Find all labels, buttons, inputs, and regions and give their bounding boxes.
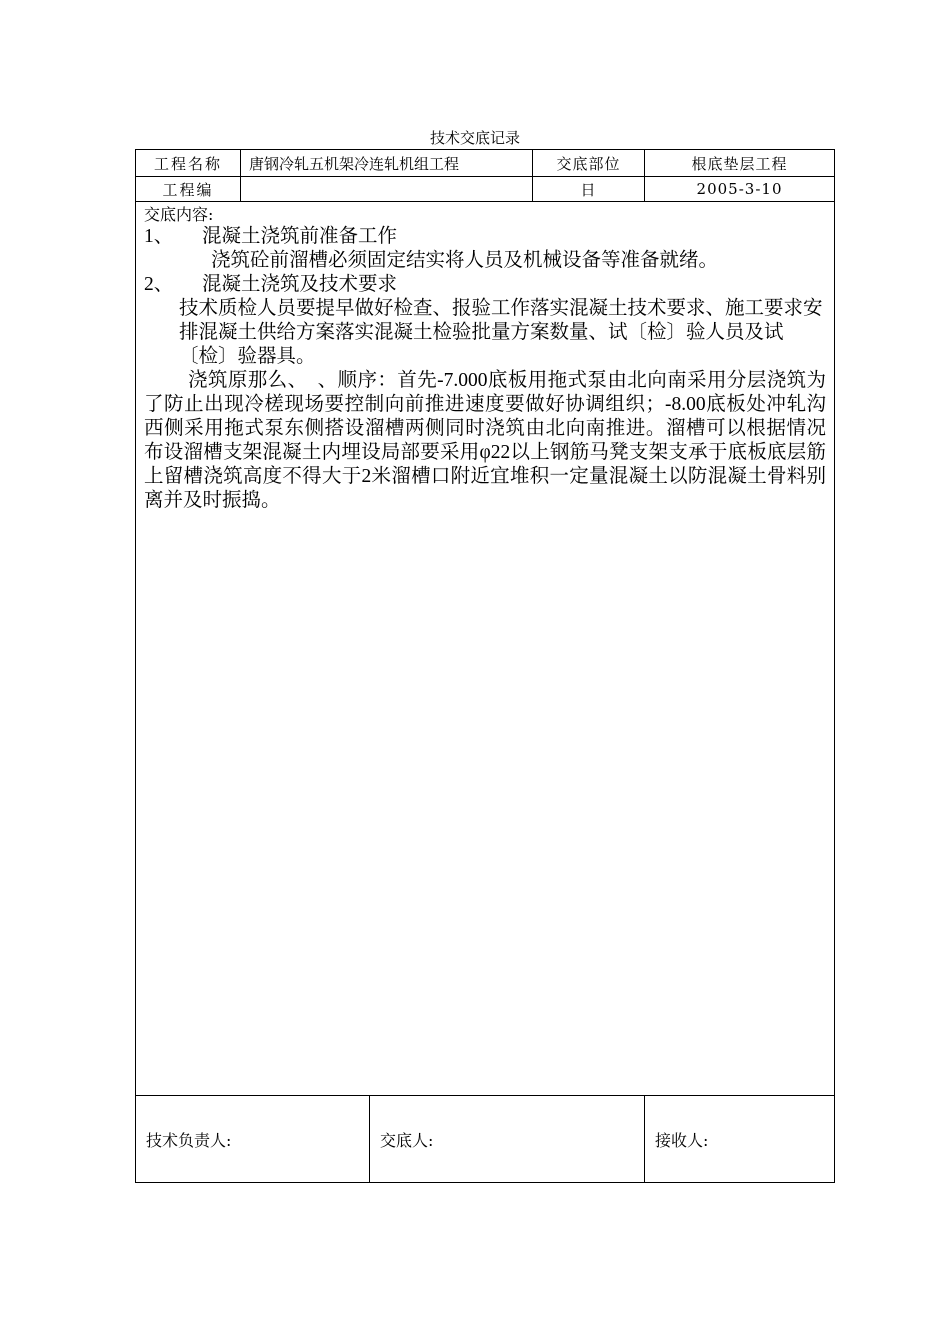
signature-row (136, 1096, 835, 1183)
content-row (136, 202, 835, 1096)
content-label: 交底内容: (144, 205, 214, 224)
location-label: 交底部位 (533, 150, 645, 177)
section-2-paragraph: 浇筑原那么、 、顺序：首先-7.000底板用拖式泵由北向南采用分层浇筑为了防止出现冷槎现场要控制向前推进速度要做好协调组织；-8.00底板处冲轧沟西侧采用拖式泵东侧搭设溜槽两侧同时浇筑由北向南推进。溜槽可以根据情况布设溜槽支架混凝土内埋设局部要采用φ22以上钢筋马凳支架支承于底板底层筋上留槽浇筑高度不得大于2米溜槽口附近宜堆积一定量混凝土以防混凝土骨料别离并及时振捣。 (144, 370, 827, 511)
section-2-text: 技术质检人员要提早做好检查、报验工作落实混凝土技术要求、施工要求安排混凝土供给方案落实混凝土检验批量方案数量、试〔检〕验人员及试〔检〕验器具。 (179, 298, 823, 367)
date-label: 日 (533, 177, 645, 202)
section-2-heading (144, 273, 826, 297)
content-body (144, 225, 826, 513)
header-row-2 (136, 177, 835, 202)
project-name-label: 工程名称 (136, 150, 241, 177)
location-value: 根底垫层工程 (645, 150, 835, 177)
section-1-title: 混凝土浇筑前准备工作 (202, 226, 398, 247)
tech-lead-signature: 技术负责人: (136, 1096, 370, 1183)
content-cell (136, 202, 835, 1096)
section-1-heading (144, 225, 826, 249)
section-2-number: 2、 (144, 274, 174, 295)
header-row-1 (136, 150, 835, 177)
document-title: 技术交底记录 (429, 129, 520, 147)
project-no-value (241, 177, 533, 202)
record-table (135, 149, 835, 1183)
section-1-text: 浇筑砼前溜槽必须固定结实将人员及机械设备等准备就绪。 (211, 250, 719, 271)
section-1-number: 1、 (144, 226, 174, 247)
presenter-signature: 交底人: (370, 1096, 645, 1183)
project-name-value: 唐钢冷轧五机架冷连轧机组工程 (241, 150, 533, 177)
receiver-signature: 接收人: (645, 1096, 835, 1183)
section-2-title: 混凝土浇筑及技术要求 (202, 274, 398, 295)
project-no-label: 工程编 (136, 177, 241, 202)
date-value: 2005-3-10 (645, 177, 835, 202)
